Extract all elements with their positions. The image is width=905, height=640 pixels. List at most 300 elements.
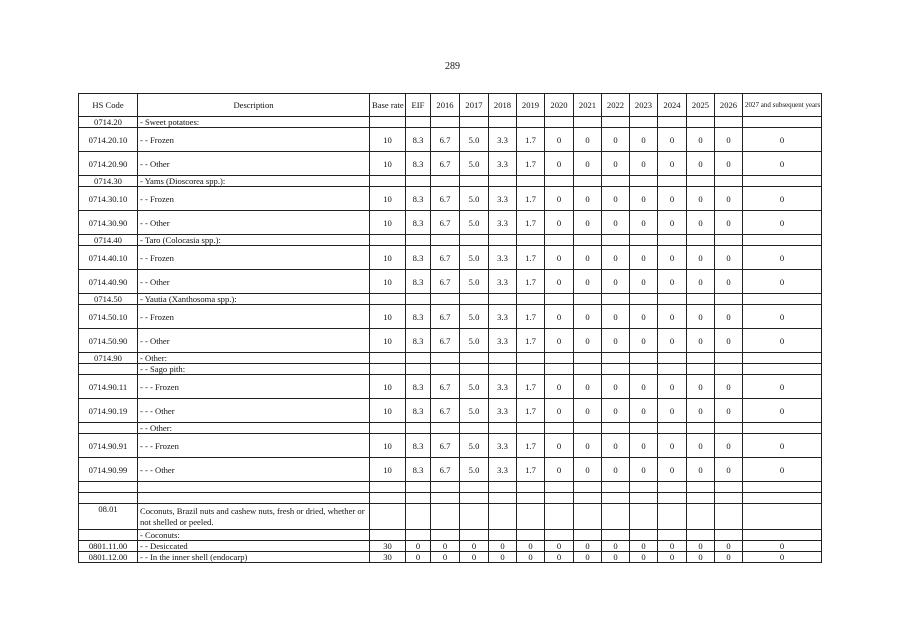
rate-cell xyxy=(687,353,715,364)
rate-cell: 0 xyxy=(406,552,431,563)
table-row xyxy=(79,353,822,364)
rate-cell: 0 xyxy=(715,541,743,552)
rate-cell xyxy=(574,353,602,364)
rate-cell xyxy=(715,353,743,364)
rate-cell xyxy=(489,353,517,364)
rate-cell xyxy=(658,117,687,128)
rate-cell: 0 xyxy=(630,552,658,563)
column-header-2022: 2022 xyxy=(602,94,630,117)
rate-cell: 0 xyxy=(687,211,715,235)
rate-cell: 0 xyxy=(489,552,517,563)
rate-cell xyxy=(574,235,602,246)
description-cell: - - Other xyxy=(138,329,370,353)
column-header-eif: EIF xyxy=(406,94,431,117)
hs-code-cell: 0714.50.10 xyxy=(79,305,138,329)
rate-cell xyxy=(489,235,517,246)
column-header-2023: 2023 xyxy=(630,94,658,117)
rate-cell: 0 xyxy=(630,305,658,329)
rate-cell xyxy=(715,504,743,530)
rate-cell: 5.0 xyxy=(460,305,489,329)
rate-cell xyxy=(545,117,574,128)
rate-cell: 0 xyxy=(715,270,743,294)
hs-code-cell: 0714.30.90 xyxy=(79,211,138,235)
rate-cell: 6.7 xyxy=(431,399,460,423)
rate-cell: 0 xyxy=(545,434,574,458)
rate-cell: 5.0 xyxy=(460,434,489,458)
rate-cell: 5.0 xyxy=(460,329,489,353)
rate-cell: 0 xyxy=(658,552,687,563)
rate-cell xyxy=(545,504,574,530)
rate-cell xyxy=(743,117,822,128)
rate-cell: 0 xyxy=(630,211,658,235)
rate-cell: 0 xyxy=(658,458,687,482)
rate-cell xyxy=(574,530,602,541)
rate-cell xyxy=(460,482,489,493)
rate-cell: 0 xyxy=(630,187,658,211)
rate-cell xyxy=(630,482,658,493)
rate-cell xyxy=(658,504,687,530)
table-row xyxy=(79,493,822,504)
rate-cell: 5.0 xyxy=(460,187,489,211)
rate-cell xyxy=(658,493,687,504)
description-cell: - - Frozen xyxy=(138,305,370,329)
rate-cell: 5.0 xyxy=(460,399,489,423)
rate-cell: 0 xyxy=(602,152,630,176)
description-cell: - - Sago pith: xyxy=(138,364,370,375)
rate-cell: 0 xyxy=(545,329,574,353)
table-row xyxy=(79,458,822,482)
rate-cell xyxy=(602,423,630,434)
rate-cell: 3.3 xyxy=(489,152,517,176)
rate-cell xyxy=(460,530,489,541)
description-cell: - - Frozen xyxy=(138,128,370,152)
rate-cell xyxy=(743,423,822,434)
rate-cell xyxy=(602,482,630,493)
rate-cell: 6.7 xyxy=(431,434,460,458)
rate-cell: 0 xyxy=(658,211,687,235)
rate-cell: 0 xyxy=(687,458,715,482)
rate-cell xyxy=(630,423,658,434)
rate-cell: 10 xyxy=(370,211,406,235)
rate-cell: 0 xyxy=(658,246,687,270)
description-cell: - - Other xyxy=(138,211,370,235)
rate-cell: 0 xyxy=(602,211,630,235)
rate-cell: 10 xyxy=(370,399,406,423)
rate-cell xyxy=(517,530,545,541)
rate-cell: 1.7 xyxy=(517,270,545,294)
rate-cell: 0 xyxy=(743,329,822,353)
rate-cell xyxy=(460,353,489,364)
table-row xyxy=(79,504,822,530)
rate-cell xyxy=(370,294,406,305)
rate-cell xyxy=(517,504,545,530)
rate-cell: 0 xyxy=(687,305,715,329)
table-row xyxy=(79,399,822,423)
table-row xyxy=(79,246,822,270)
rate-cell xyxy=(545,235,574,246)
rate-cell xyxy=(574,493,602,504)
rate-cell: 6.7 xyxy=(431,152,460,176)
rate-cell: 0 xyxy=(602,329,630,353)
rate-cell: 8.3 xyxy=(406,458,431,482)
hs-code-cell: 0714.30 xyxy=(79,176,138,187)
description-cell: - - Desiccated xyxy=(138,541,370,552)
table-row xyxy=(79,541,822,552)
rate-cell: 3.3 xyxy=(489,211,517,235)
rate-cell xyxy=(658,530,687,541)
rate-cell: 0 xyxy=(574,128,602,152)
rate-cell xyxy=(687,482,715,493)
rate-cell xyxy=(431,353,460,364)
rate-cell: 0 xyxy=(715,434,743,458)
rate-cell: 0 xyxy=(658,329,687,353)
rate-cell xyxy=(687,423,715,434)
rate-cell: 0 xyxy=(687,375,715,399)
rate-cell xyxy=(687,235,715,246)
rate-cell xyxy=(517,493,545,504)
rate-cell xyxy=(687,493,715,504)
rate-cell: 6.7 xyxy=(431,375,460,399)
rate-cell: 0 xyxy=(602,187,630,211)
rate-cell xyxy=(574,423,602,434)
rate-cell: 8.3 xyxy=(406,128,431,152)
rate-cell: 6.7 xyxy=(431,270,460,294)
hs-code-cell: 0714.30.10 xyxy=(79,187,138,211)
description-cell: - Coconuts: xyxy=(138,530,370,541)
hs-code-cell: 0714.40.10 xyxy=(79,246,138,270)
column-header-2017: 2017 xyxy=(460,94,489,117)
rate-cell: 0 xyxy=(545,552,574,563)
rate-cell xyxy=(715,423,743,434)
rate-cell xyxy=(545,294,574,305)
rate-cell xyxy=(630,353,658,364)
hs-code-cell: 0714.90.91 xyxy=(79,434,138,458)
rate-cell: 0 xyxy=(687,541,715,552)
description-cell: - - - Other xyxy=(138,399,370,423)
rate-cell: 8.3 xyxy=(406,399,431,423)
rate-cell xyxy=(574,504,602,530)
rate-cell: 3.3 xyxy=(489,329,517,353)
rate-cell xyxy=(715,294,743,305)
rate-cell: 6.7 xyxy=(431,187,460,211)
table-row xyxy=(79,329,822,353)
rate-cell xyxy=(489,364,517,375)
rate-cell xyxy=(602,353,630,364)
rate-cell xyxy=(602,530,630,541)
rate-cell: 10 xyxy=(370,187,406,211)
rate-cell: 0 xyxy=(630,152,658,176)
column-header-2020: 2020 xyxy=(545,94,574,117)
rate-cell: 0 xyxy=(517,552,545,563)
rate-cell xyxy=(743,364,822,375)
rate-cell: 30 xyxy=(370,552,406,563)
table-row xyxy=(79,530,822,541)
rate-cell xyxy=(460,235,489,246)
rate-cell: 8.3 xyxy=(406,329,431,353)
rate-cell: 5.0 xyxy=(460,246,489,270)
rate-cell: 0 xyxy=(602,552,630,563)
rate-cell xyxy=(687,176,715,187)
rate-cell: 0 xyxy=(602,434,630,458)
rate-cell: 1.7 xyxy=(517,434,545,458)
rate-cell xyxy=(574,117,602,128)
rate-cell xyxy=(431,504,460,530)
rate-cell xyxy=(545,530,574,541)
rate-cell: 1.7 xyxy=(517,305,545,329)
rate-cell: 8.3 xyxy=(406,305,431,329)
rate-cell: 0 xyxy=(602,375,630,399)
tariff-schedule-table xyxy=(78,93,822,563)
rate-cell xyxy=(431,423,460,434)
rate-cell xyxy=(658,482,687,493)
rate-cell: 0 xyxy=(658,434,687,458)
rate-cell xyxy=(602,504,630,530)
table-row xyxy=(79,375,822,399)
description-cell: - Yautia (Xanthosoma spp.): xyxy=(138,294,370,305)
hs-code-cell: 08.01 xyxy=(79,504,138,530)
rate-cell: 0 xyxy=(715,375,743,399)
rate-cell xyxy=(489,117,517,128)
rate-cell: 1.7 xyxy=(517,329,545,353)
rate-cell: 0 xyxy=(545,541,574,552)
rate-cell xyxy=(715,364,743,375)
hs-code-cell: 0714.90 xyxy=(79,353,138,364)
rate-cell xyxy=(658,353,687,364)
rate-cell xyxy=(406,504,431,530)
rate-cell xyxy=(574,294,602,305)
rate-cell: 5.0 xyxy=(460,458,489,482)
rate-cell xyxy=(545,482,574,493)
rate-cell xyxy=(517,294,545,305)
rate-cell: 0 xyxy=(715,458,743,482)
rate-cell xyxy=(406,176,431,187)
rate-cell: 0 xyxy=(630,246,658,270)
rate-cell xyxy=(489,294,517,305)
rate-cell: 0 xyxy=(658,375,687,399)
rate-cell: 10 xyxy=(370,305,406,329)
rate-cell xyxy=(630,176,658,187)
rate-cell: 10 xyxy=(370,128,406,152)
rate-cell: 0 xyxy=(574,305,602,329)
table-row xyxy=(79,270,822,294)
rate-cell xyxy=(602,493,630,504)
rate-cell: 3.3 xyxy=(489,434,517,458)
rate-cell xyxy=(687,530,715,541)
hs-code-cell: 0714.20 xyxy=(79,117,138,128)
rate-cell: 0 xyxy=(687,270,715,294)
rate-cell xyxy=(545,353,574,364)
rate-cell xyxy=(545,364,574,375)
rate-cell: 10 xyxy=(370,246,406,270)
rate-cell: 0 xyxy=(715,305,743,329)
rate-cell: 0 xyxy=(630,270,658,294)
rate-cell: 0 xyxy=(658,541,687,552)
rate-cell xyxy=(630,294,658,305)
rate-cell xyxy=(370,482,406,493)
rate-cell: 0 xyxy=(602,399,630,423)
rate-cell: 0 xyxy=(743,211,822,235)
column-header-2016: 2016 xyxy=(431,94,460,117)
rate-cell xyxy=(370,117,406,128)
rate-cell: 6.7 xyxy=(431,458,460,482)
rate-cell xyxy=(574,176,602,187)
rate-cell xyxy=(658,364,687,375)
rate-cell: 0 xyxy=(406,541,431,552)
rate-cell: 0 xyxy=(574,246,602,270)
rate-cell: 0 xyxy=(602,246,630,270)
rate-cell: 0 xyxy=(687,399,715,423)
rate-cell: 0 xyxy=(743,128,822,152)
rate-cell: 1.7 xyxy=(517,458,545,482)
rate-cell: 0 xyxy=(602,270,630,294)
rate-cell xyxy=(715,482,743,493)
rate-cell xyxy=(545,493,574,504)
rate-cell xyxy=(743,176,822,187)
rate-cell: 3.3 xyxy=(489,246,517,270)
rate-cell: 0 xyxy=(545,458,574,482)
description-cell: Coconuts, Brazil nuts and cashew nuts, fresh or dried, whether or not shelled or peeled. xyxy=(138,504,370,530)
rate-cell: 5.0 xyxy=(460,270,489,294)
table-row xyxy=(79,552,822,563)
description-cell: - - Other: xyxy=(138,423,370,434)
rate-cell xyxy=(460,493,489,504)
rate-cell xyxy=(460,423,489,434)
rate-cell: 0 xyxy=(574,211,602,235)
rate-cell xyxy=(743,493,822,504)
rate-cell: 0 xyxy=(574,375,602,399)
rate-cell xyxy=(630,235,658,246)
rate-cell: 0 xyxy=(602,541,630,552)
rate-cell xyxy=(370,530,406,541)
rate-cell: 0 xyxy=(715,152,743,176)
rate-cell: 0 xyxy=(687,434,715,458)
rate-cell: 8.3 xyxy=(406,270,431,294)
rate-cell xyxy=(406,117,431,128)
rate-cell: 0 xyxy=(658,187,687,211)
rate-cell: 8.3 xyxy=(406,152,431,176)
rate-cell xyxy=(489,423,517,434)
rate-cell xyxy=(431,493,460,504)
rate-cell xyxy=(658,235,687,246)
rate-cell xyxy=(630,530,658,541)
rate-cell xyxy=(658,294,687,305)
hs-code-cell xyxy=(79,423,138,434)
description-cell: - - - Frozen xyxy=(138,375,370,399)
rate-cell: 0 xyxy=(658,305,687,329)
table-row xyxy=(79,187,822,211)
column-header-2024: 2024 xyxy=(658,94,687,117)
hs-code-cell xyxy=(79,482,138,493)
rate-cell xyxy=(431,530,460,541)
rate-cell: 8.3 xyxy=(406,246,431,270)
rate-cell: 1.7 xyxy=(517,152,545,176)
description-cell: - - - Other xyxy=(138,458,370,482)
table-row xyxy=(79,117,822,128)
rate-cell: 0 xyxy=(460,541,489,552)
rate-cell: 0 xyxy=(715,128,743,152)
rate-cell: 0 xyxy=(743,552,822,563)
rate-cell: 8.3 xyxy=(406,187,431,211)
rate-cell xyxy=(370,423,406,434)
table-row xyxy=(79,176,822,187)
rate-cell: 0 xyxy=(602,128,630,152)
rate-cell: 0 xyxy=(743,458,822,482)
rate-cell: 0 xyxy=(574,541,602,552)
rate-cell xyxy=(489,482,517,493)
hs-code-cell xyxy=(79,530,138,541)
rate-cell: 3.3 xyxy=(489,458,517,482)
rate-cell xyxy=(630,493,658,504)
rate-cell: 0 xyxy=(687,329,715,353)
rate-cell: 0 xyxy=(743,375,822,399)
column-header-2019: 2019 xyxy=(517,94,545,117)
rate-cell: 0 xyxy=(658,152,687,176)
rate-cell xyxy=(715,117,743,128)
rate-cell: 8.3 xyxy=(406,211,431,235)
rate-cell: 0 xyxy=(545,211,574,235)
rate-cell: 0 xyxy=(743,152,822,176)
rate-cell xyxy=(715,493,743,504)
rate-cell: 3.3 xyxy=(489,128,517,152)
rate-cell xyxy=(517,176,545,187)
rate-cell: 0 xyxy=(574,399,602,423)
rate-cell xyxy=(406,423,431,434)
description-cell: - - Frozen xyxy=(138,246,370,270)
rate-cell xyxy=(431,176,460,187)
rate-cell: 3.3 xyxy=(489,399,517,423)
rate-cell: 0 xyxy=(574,552,602,563)
rate-cell xyxy=(630,364,658,375)
rate-cell xyxy=(406,353,431,364)
rate-cell xyxy=(715,176,743,187)
rate-cell xyxy=(517,423,545,434)
rate-cell: 0 xyxy=(743,305,822,329)
rate-cell: 10 xyxy=(370,434,406,458)
rate-cell xyxy=(602,364,630,375)
rate-cell xyxy=(743,294,822,305)
rate-cell: 0 xyxy=(743,541,822,552)
rate-cell: 0 xyxy=(630,399,658,423)
hs-code-cell: 0801.12.00 xyxy=(79,552,138,563)
column-header-description: Description xyxy=(138,94,370,117)
rate-cell: 0 xyxy=(545,305,574,329)
description-cell: - Other: xyxy=(138,353,370,364)
rate-cell: 8.3 xyxy=(406,434,431,458)
rate-cell: 0 xyxy=(602,458,630,482)
rate-cell xyxy=(406,482,431,493)
rate-cell xyxy=(743,235,822,246)
rate-cell: 5.0 xyxy=(460,375,489,399)
rate-cell: 3.3 xyxy=(489,270,517,294)
rate-cell xyxy=(630,504,658,530)
rate-cell xyxy=(687,294,715,305)
rate-cell: 0 xyxy=(574,329,602,353)
rate-cell xyxy=(431,117,460,128)
rate-cell xyxy=(431,235,460,246)
rate-cell xyxy=(431,294,460,305)
column-header-2027-and-subsequent-years: 2027 and subsequent years xyxy=(743,94,822,117)
rate-cell: 0 xyxy=(658,270,687,294)
rate-cell: 6.7 xyxy=(431,211,460,235)
description-cell: - - Other xyxy=(138,270,370,294)
rate-cell: 0 xyxy=(545,187,574,211)
rate-cell xyxy=(460,504,489,530)
hs-code-cell: 0714.50.90 xyxy=(79,329,138,353)
hs-code-cell: 0714.50 xyxy=(79,294,138,305)
table-body xyxy=(79,117,822,563)
rate-cell xyxy=(574,364,602,375)
hs-code-cell: 0714.90.19 xyxy=(79,399,138,423)
